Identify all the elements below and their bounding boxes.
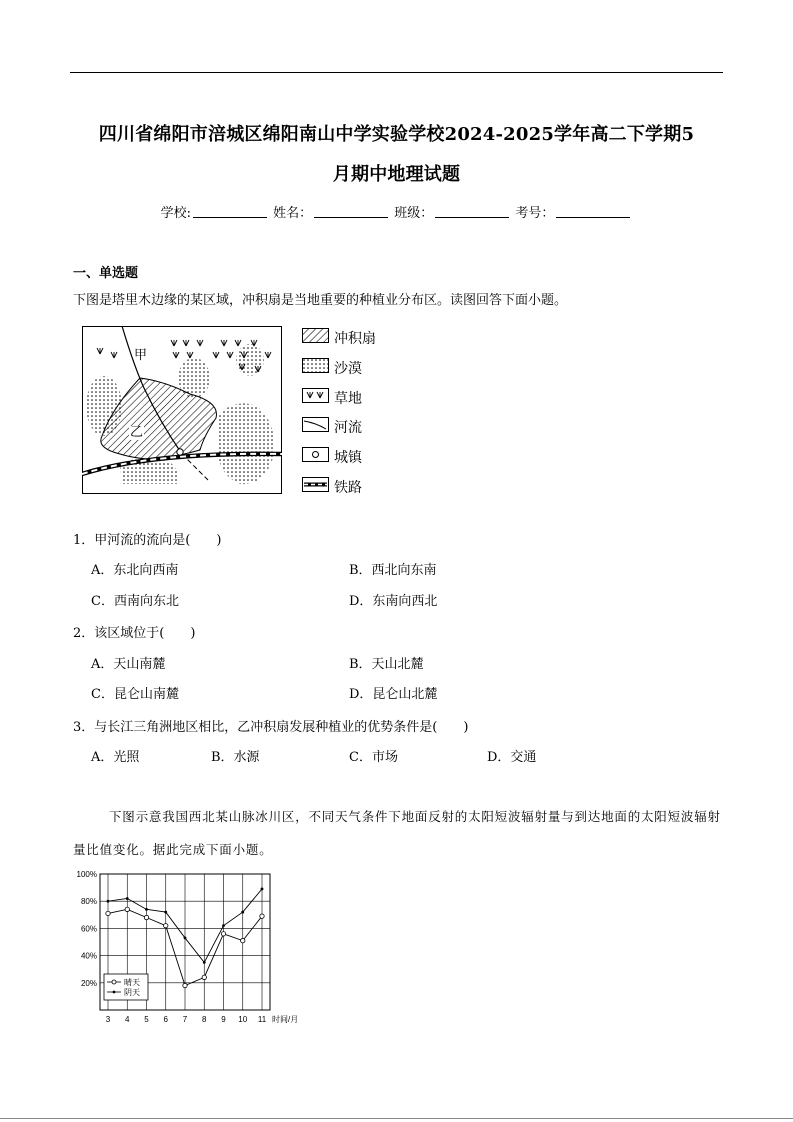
data-point-cloudy [107,900,110,903]
data-point-cloudy [164,911,167,914]
question-1-option-d[interactable]: D．东南向西北 [349,594,438,609]
exam-number-blank[interactable] [556,205,630,218]
school-blank[interactable] [193,205,267,218]
x-tick-label: 10 [238,1015,248,1024]
question-1-stem: 1．甲河流的流向是( ) [73,533,222,548]
map-label-yi: 乙 [130,425,144,440]
y-tick-label: 60% [80,924,97,934]
bottom-rule [0,1118,793,1119]
y-tick-label: 40% [80,951,97,961]
data-point-sunny [260,914,264,918]
question-3-option-b[interactable]: B．水源 [211,750,260,765]
school-label: 学校: [160,206,191,221]
question-3-stem: 3．与长江三角洲地区相比，乙冲积扇发展种植业的优势条件是( ) [73,720,469,735]
data-point-sunny [144,915,148,919]
data-point-sunny [202,975,206,979]
y-tick-label: 80% [80,897,97,907]
data-point-cloudy [145,908,148,911]
question-2-option-c[interactable]: C．昆仑山南麓 [91,687,179,702]
x-tick-label: 11 [257,1015,267,1024]
question-1-option-c[interactable]: C．西南向东北 [91,594,179,609]
name-label: 姓名： [273,206,313,221]
data-point-cloudy [222,924,225,927]
data-point-sunny [183,983,187,987]
question-1-option-a[interactable]: A．东北向西南 [91,563,179,578]
alluvial-fan-map [82,326,282,494]
river-swatch-icon [302,417,330,433]
name-blank[interactable] [314,205,388,218]
x-tick-label: 6 [163,1015,168,1024]
data-point-cloudy [126,897,129,900]
question-intro: 下图是塔里木边缘的某区域，冲积扇是当地重要的种植业分布区。读图回答下面小题。 [73,293,568,308]
class-label: 班级： [394,206,434,221]
passage-text: 下图示意我国西北某山脉冰川区，不同天气条件下地面反射的太阳短波辐射量与到达地面的太阳短波辐射量比值变化。据此完成下面小题。 [73,809,721,857]
data-point-cloudy [203,961,206,964]
data-point-sunny [106,911,110,915]
grassland-swatch-icon [302,388,330,404]
page-title-line2: 月期中地理试题 [332,164,461,185]
x-tick-label: 9 [221,1015,226,1024]
map-label-jia: 甲 [134,348,148,363]
page-title-line1: 四川省绵阳市涪城区绵阳南山中学实验学校2024-2025学年高二下学期5 [98,124,695,145]
top-rule [70,72,723,73]
question-1-option-b[interactable]: B．西北向东南 [349,563,437,578]
question-3-option-d[interactable]: D．交通 [487,750,537,765]
y-tick-label: 20% [80,978,97,988]
section-heading: 一、单选题 [73,266,139,281]
x-tick-label: 3 [105,1015,111,1024]
class-blank[interactable] [435,205,509,218]
data-point-cloudy [241,911,244,914]
question-2-stem: 2．该区域位于( ) [73,626,196,641]
town-swatch-icon [302,447,330,463]
question-3-option-c[interactable]: C．市场 [349,750,398,765]
data-point-sunny [241,938,245,942]
legend-label: 阴天 [124,988,140,997]
data-point-cloudy [184,937,187,940]
legend-marker-sunny [112,980,116,984]
data-point-sunny [164,923,168,927]
x-tick-label: 8 [202,1015,207,1024]
student-info-line [70,202,723,221]
y-tick-label: 100% [76,870,97,879]
x-axis-label: 时间/月 [272,1015,299,1024]
question-2-option-b[interactable]: B．天山北麓 [349,657,424,672]
x-tick-label: 5 [144,1015,149,1024]
data-point-sunny [125,907,129,911]
exam-number-label: 考号： [515,206,555,221]
x-tick-label: 7 [182,1015,188,1024]
data-point-sunny [221,932,225,936]
question-2-option-d[interactable]: D．昆仑山北麓 [349,687,438,702]
legend-marker-cloudy [113,991,116,994]
alluvial-fan-swatch-icon [302,328,330,344]
reflectance-ratio-chart [70,866,320,1032]
x-tick-label: 4 [125,1015,130,1024]
data-point-cloudy [261,888,264,891]
question-3-option-a[interactable]: A．光照 [91,750,140,765]
question-2-option-a[interactable]: A．天山南麓 [91,657,166,672]
legend-label: 晴天 [124,978,140,987]
desert-swatch-icon [302,358,330,374]
railway-swatch-icon [302,477,330,493]
